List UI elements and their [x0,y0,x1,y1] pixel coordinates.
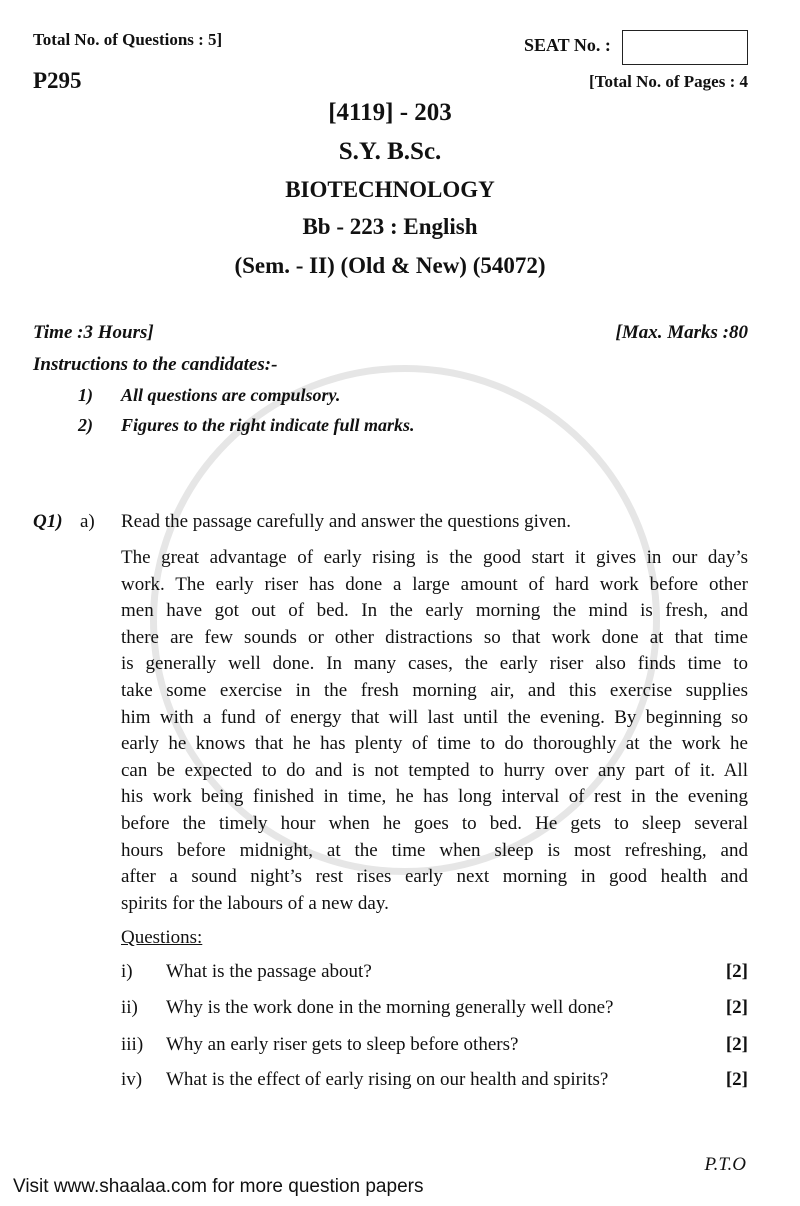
question-num: ii) [121,997,138,1018]
question-text: Why an early riser gets to sleep before others? [166,1034,519,1055]
passage-line: men have got out of bed. In the early morning the mind is fresh, and [121,600,748,622]
time: Time :3 Hours] [33,322,154,343]
seat-label: SEAT No. : [524,35,611,55]
question-marks: [2] [725,1034,748,1055]
session: (Sem. - II) (Old & New) (54072) [234,253,546,278]
question-text: What is the passage about? [166,961,372,982]
passage-line: The great advantage of early rising is the good start it gives in our day’s [121,547,748,568]
questions-heading: Questions: [121,927,203,948]
passage-line: there are few sounds or other distractions so that work done at that time [121,626,748,648]
question-text: Why is the work done in the morning generally well done? [166,997,614,1018]
instruction-num: 1) [78,385,93,405]
passage-line: spirits for the labours of a new day. [121,892,389,914]
instruction-num: 2) [78,415,93,435]
passage-line: work. The early riser has done a large amount of hard work before other [121,573,748,595]
passage-line: after a sound night’s rest rises early next morning in good health and [121,866,748,888]
question-num: iv) [121,1069,143,1090]
passage-line: him with a fund of energy that will last until the evening. By beginning so [121,706,748,728]
seat-number-box[interactable] [622,30,748,65]
question-marks: [2] [725,961,748,982]
q1-prompt: Read the passage carefully and answer the questions given. [121,511,572,532]
q1-label: Q1) [33,511,63,532]
course: S.Y. B.Sc. [338,138,442,165]
question-marks: [2] [725,1069,748,1090]
total-questions: Total No. of Questions : 5] [33,30,223,49]
question-marks: [2] [725,997,748,1018]
passage-line: can be expected to do and is not tempted to hurry over any part of it. All [121,759,748,781]
question-num: iii) [121,1034,144,1055]
passage-line: early he knows that he has plenty of time to do thoroughly at the work he [121,733,748,755]
question-num: i) [121,961,133,982]
instruction-text: Figures to the right indicate full marks. [121,415,415,435]
visit-footer: Visit www.shaalaa.com for more question papers [13,1176,424,1197]
instructions-heading: Instructions to the candidates:- [33,354,278,375]
max-marks: [Max. Marks :80 [615,322,748,343]
q1-part: a) [80,511,95,532]
exam-code: [4119] - 203 [328,99,452,126]
passage-line: hours before midnight, at the time when sleep is most refreshing, and [121,839,748,861]
passage-line: his work being finished in time, he has long interval of rest in the evening [121,786,748,808]
instruction-text: All questions are compulsory. [121,385,341,405]
subject: BIOTECHNOLOGY [285,177,495,202]
paper-title: Bb - 223 : English [302,214,478,239]
paper-code: P295 [33,68,82,93]
passage-line: before the timely hour when he goes to bed. He gets to sleep several [121,813,748,834]
total-pages: [Total No. of Pages : 4 [589,72,748,91]
question-text: What is the effect of early rising on our health and spirits? [166,1069,609,1090]
passage-line: take some exercise in the fresh morning air, and this exercise supplies [121,680,748,701]
pto: P.T.O [704,1154,746,1175]
passage-line: is generally well done. In many cases, the early riser also finds time to [121,653,748,675]
